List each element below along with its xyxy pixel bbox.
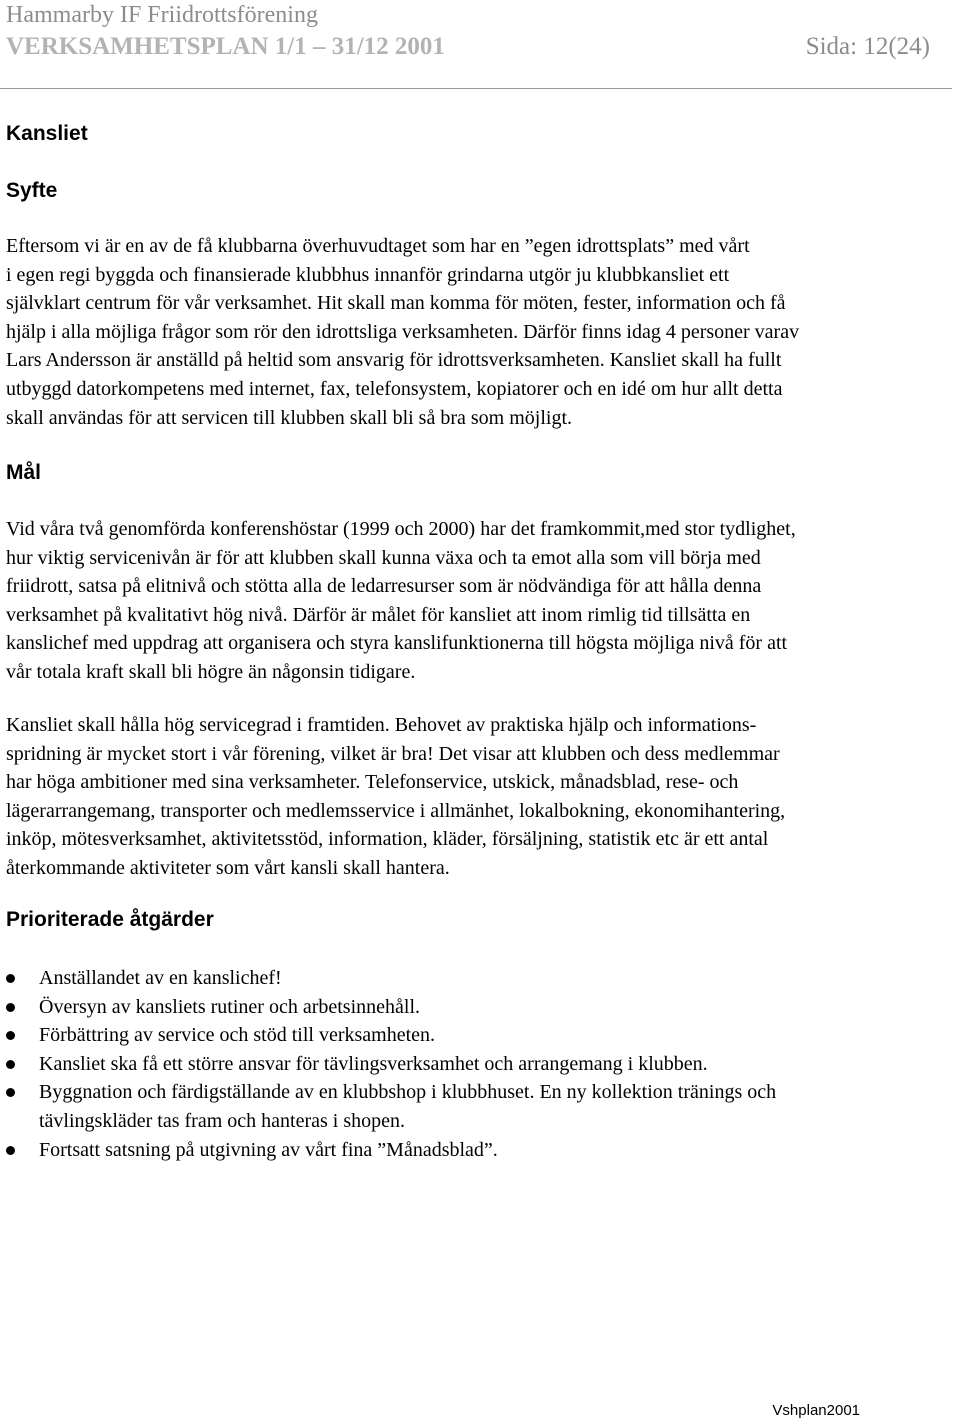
priority-list — [6, 964, 954, 1164]
syfte-paragraph — [6, 232, 954, 432]
paragraph-line: hjälp i alla möjliga frågor som rör den idrottsliga verksamheten. Därför finns idag 4 personer varav — [6, 320, 800, 343]
mal-paragraph-1 — [6, 515, 954, 687]
paragraph-line: Kansliet skall hålla hög servicegrad i framtiden. Behovet av praktiska hjälp och informations- — [6, 714, 757, 736]
paragraph-line: i egen regi byggda och finansierade klubbhus innanför grindarna utgör ju klubbkansliet ett — [6, 263, 730, 286]
paragraph-line: skall användas för att servicen till klubben skall bli så bra som möjligt. — [6, 406, 572, 429]
mal-heading: Mål — [6, 461, 42, 484]
paragraph-line: lägerarrangemang, transporter och medlemsservice i allmänhet, lokalbokning, ekonomihantering, — [6, 799, 786, 822]
paragraph-line: inköp, mötesverksamhet, aktivitetsstöd, information, kläder, försäljning, statistik etc är ett antal — [6, 828, 769, 851]
paragraph-line: kanslichef med uppdrag att organisera och styra kanslifunktionerna till högsta möjliga nivå för att — [6, 632, 788, 655]
list-item-text: Förbättring av service och stöd till verksamheten. — [39, 1024, 436, 1047]
paragraph-line: Lars Andersson är anställd på heltid som ansvarig för idrottsverksamheten. Kansliet skall ha fullt — [6, 349, 782, 372]
page-number: Sida: 12(24) — [805, 33, 930, 60]
list-item-text: Anställandet av en kanslichef! — [39, 967, 282, 989]
list-item-text: Fortsatt satsning på utgivning av vårt fina ”Månadsblad”. — [39, 1138, 498, 1161]
paragraph-line: återkommande aktiviteter som vårt kansli skall hantera. — [6, 856, 450, 879]
paragraph-line: Eftersom vi är en av de få klubbarna överhuvudtaget som har en ”egen idrottsplats” med vårt — [6, 235, 750, 257]
bullet-icon — [6, 1088, 15, 1097]
list-item — [6, 1050, 954, 1079]
paragraph-line: Vid våra två genomförda konferenshöstar (1999 och 2000) har det framkommit,med stor tydlighet, — [6, 518, 796, 540]
bullet-icon — [6, 1003, 15, 1012]
header-divider — [0, 88, 952, 89]
bullet-icon — [6, 1146, 15, 1155]
list-item — [6, 993, 954, 1022]
bullet-icon — [6, 974, 15, 983]
list-item-text: Kansliet ska få ett större ansvar för tävlingsverksamhet och arrangemang i klubben. — [39, 1052, 708, 1075]
bullet-icon — [6, 1060, 15, 1069]
prioriterade-heading: Prioriterade åtgärder — [6, 908, 214, 931]
bullet-icon — [6, 1031, 15, 1040]
list-item — [6, 1136, 954, 1165]
page-footer: Vshplan2001 — [772, 1402, 860, 1419]
paragraph-line: friidrott, satsa på elitnivå och stötta alla de ledarresurser som är nödvändiga för att hålla denna — [6, 575, 762, 598]
paragraph-line: har höga ambitioner med sina verksamheter. Telefonservice, utskick, månadsblad, rese- och — [6, 771, 739, 794]
list-item — [6, 1078, 954, 1135]
paragraph-line: utbyggd datorkompetens med internet, fax, telefonsystem, kopiatorer och en idé om hur allt detta — [6, 377, 783, 400]
plan-title: VERKSAMHETSPLAN 1/1 – 31/12 2001 — [6, 33, 445, 60]
paragraph-line: självklart centrum för vår verksamhet. Hit skall man komma för möten, fester, information och få — [6, 292, 786, 315]
list-item-text: Byggnation och färdigställande av en klubbshop i klubbhuset. En ny kollektion tränings och — [39, 1081, 777, 1104]
paragraph-line: verksamhet på kvalitativt hög nivå. Därför är målet för kansliet att inom rimlig tid tillsätta en — [6, 603, 751, 626]
list-item — [6, 1021, 954, 1050]
page-header — [6, 0, 958, 92]
paragraph-line: hur viktig servicenivån är för att klubben skall kunna växa och ta emot alla som vill börja med — [6, 546, 761, 569]
list-item-text: Översyn av kansliets rutiner och arbetsinnehåll. — [39, 995, 420, 1018]
list-item — [6, 964, 954, 993]
syfte-heading: Syfte — [6, 179, 58, 202]
list-item-text: tävlingskläder tas fram och hanteras i shopen. — [39, 1109, 405, 1132]
mal-paragraph-2 — [6, 711, 954, 883]
paragraph-line: spridning är mycket stort i vår förening, vilket är bra! Det visar att klubben och dess medlemmar — [6, 742, 780, 765]
organization-name: Hammarby IF Friidrottsförening — [6, 2, 318, 28]
section-title: Kansliet — [6, 122, 88, 145]
paragraph-line: vår totala kraft skall bli högre än någonsin tidigare. — [6, 660, 416, 683]
